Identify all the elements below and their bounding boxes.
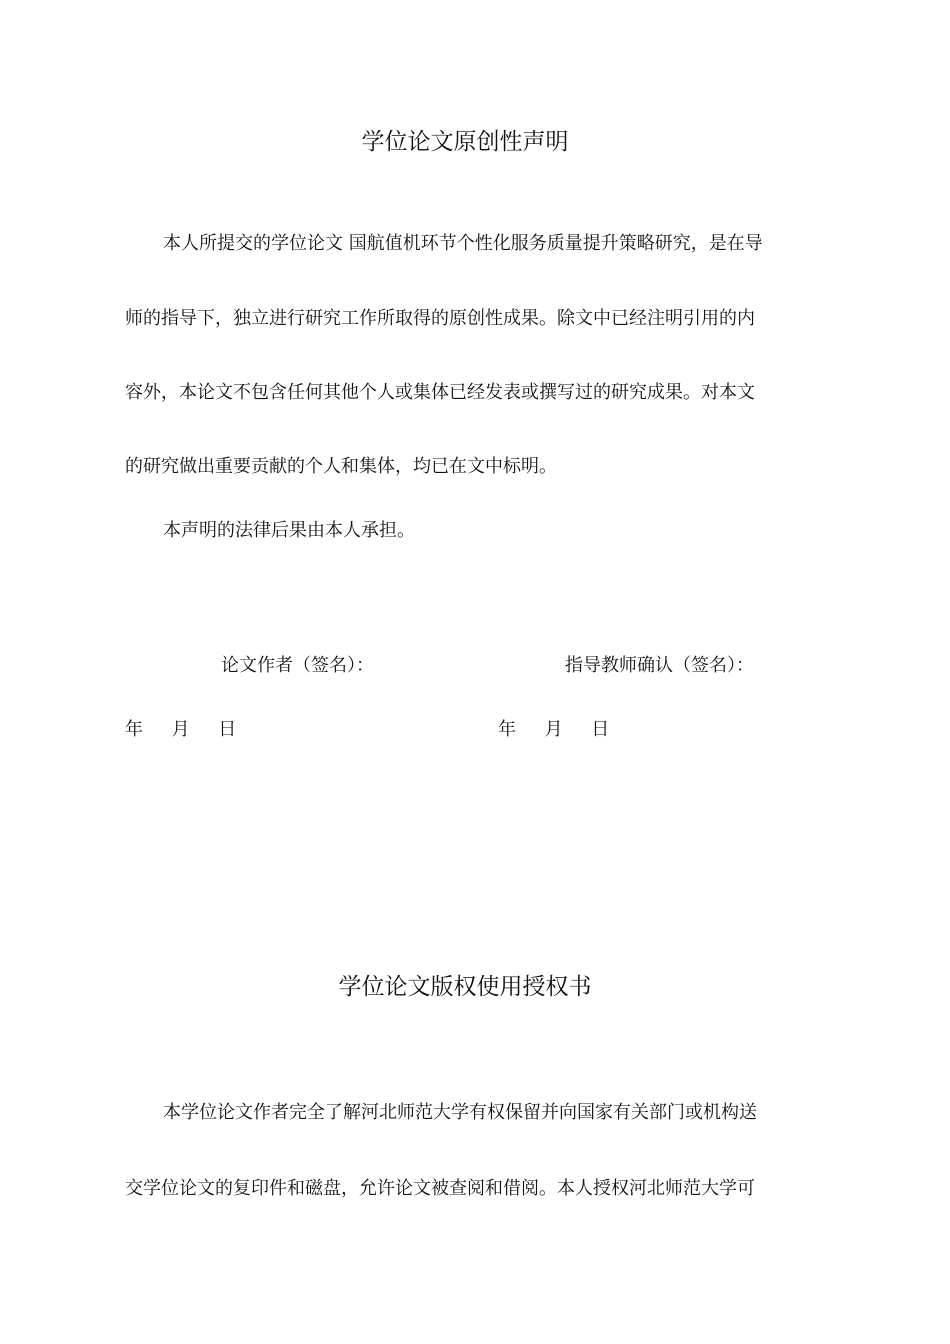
advisor-signature-label: 指导教师确认（签名）：	[565, 655, 754, 676]
authorization-title: 学位论文版权使用授权书	[338, 974, 592, 1000]
declaration-line-3: 容外，本论文不包含任何其他个人或集体已经发表或撰写过的研究成果。对本文	[125, 382, 755, 403]
authorization-line-2: 交学位论文的复印件和磁盘，允许论文被查阅和借阅。本人授权河北师范大学可	[125, 1178, 755, 1199]
authorization-line-1: 本学位论文作者完全了解河北师范大学有权保留并向国家有关部门或机构送	[163, 1102, 757, 1123]
author-signature-label: 论文作者（签名）：	[221, 655, 374, 676]
declaration-line-4: 的研究做出重要贡献的个人和集体，均已在文中标明。	[125, 456, 557, 477]
legal-statement: 本声明的法律后果由本人承担。	[163, 520, 415, 541]
declaration-title: 学位论文原创性声明	[361, 129, 569, 155]
declaration-line-1: 本人所提交的学位论文 国航值机环节个性化服务质量提升策略研究，是在导	[163, 233, 763, 254]
advisor-date-line: 年 月 日	[498, 719, 610, 740]
declaration-line-2: 师的指导下，独立进行研究工作所取得的原创性成果。除文中已经注明引用的内	[125, 308, 755, 329]
author-date-line: 年 月 日	[125, 719, 237, 740]
